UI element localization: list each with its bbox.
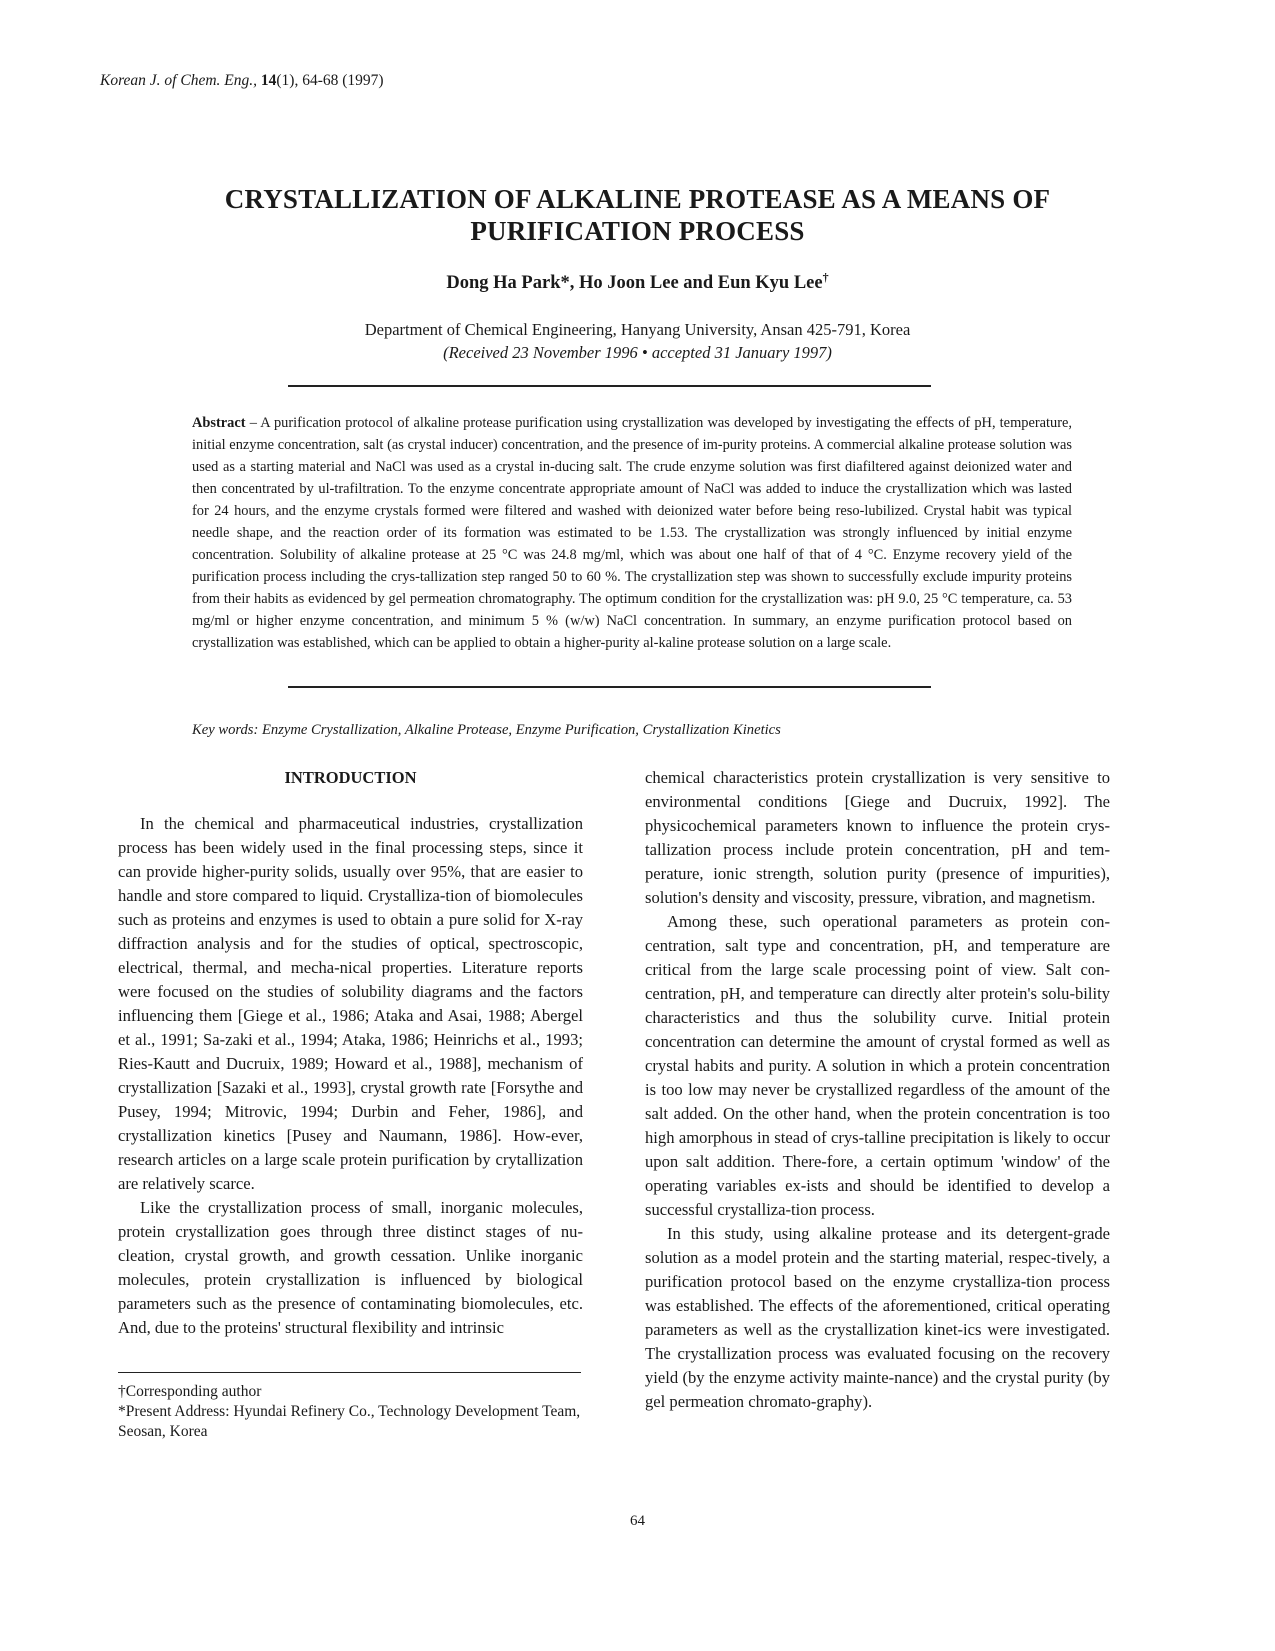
footnote-rule <box>118 1372 581 1373</box>
right-column <box>645 766 1110 1414</box>
title-line-1: CRYSTALLIZATION OF ALKALINE PROTEASE AS A MEANS OF <box>224 184 1051 214</box>
received-dates: (Received 23 November 1996 • accepted 31 January 1997) <box>443 343 832 362</box>
paragraph: In this study, using alkaline protease and its detergent-grade solution as a model protein and the starting material, respec-tively, a purification protocol based on the enzyme crystalliza-tion process was established. The effects of the aforementioned, critical operating parameters as well as the crystallization kinet-ics were investigated. The crystallization process was evaluated focusing on the recovery yield (by the enzyme activity mainte-nance) and the crystal purity (by gel permeation chromato-graphy). <box>645 1224 1110 1411</box>
title-line-2: PURIFICATION PROCESS <box>470 216 805 246</box>
abstract-text: – A purification protocol of alkaline protease purification using crystallization was developed by investigating the effects of pH, temperature, initial enzyme concentration, salt (as crystal inducer) concentration, and the presence of im-purity proteins. A commercial alkaline protease solution was used as a starting material and NaCl was used as a crystal in-ducing salt. The crude enzyme solution was first diafiltered against deionized water and then concentrated by ul-trafiltration. To the enzyme concentrate appropriate amount of NaCl was added to induce the crystallization which was lasted for 24 hours, and the enzyme crystals formed were filtered and washed with deionized water before being reso-lubilized. Crystal habit was typical needle shape, and the reaction order of its formation was estimated to be 1.53. The crystallization was strongly influenced by initial enzyme concentration. Solubility of alkaline protease at 25 °C was 24.8 mg/ml, which was about one half of that of 4 °C. Enzyme recovery yield of the purification process including the crys-tallization step ranged 50 to 60 %. The crystallization step was shown to successfully exclude impurity proteins from their habits as evidenced by gel permeation chromatography. The optimum condition for the crystallization was: pH 9.0, 25 °C temperature, ca. 53 mg/ml or higher enzyme concentration, and minimum 5 % (w/w) NaCl concentration. In summary, an enzyme purification protocol based on crystallization was established, which can be applied to obtain a higher-purity al-kaline protease solution on a large scale. <box>192 415 1072 651</box>
paragraph: chemical characteristics protein crystallization is very sensitive to environmental conditions [Giege and Ducruix, 1992]. The physicochemical parameters known to influence the protein crys-tallization process include protein concentration, pH and tem-perature, ionic strength, solution purity (presence of impurities), solution's density and viscosity, pressure, vibration, and magnetism. <box>645 768 1110 907</box>
paragraph: In the chemical and pharmaceutical industries, crystallization process has been widely used in the final processing steps, since it can provide higher-purity solids, usually over 95%, that are easier to handle and store compared to liquid. Crystalliza-tion of biomolecules such as proteins and enzymes is used to obtain a pure solid for X-ray diffraction analysis and for the studies of optical, spectroscopic, electrical, thermal, and mecha-nical properties. Literature reports were focused on the studies of solubility diagrams and the factors influencing them [Giege et al., 1986; Ataka and Asai, 1988; Abergel et al., 1991; Sa-zaki et al., 1994; Ataka, 1986; Heinrichs et al., 1993; Ries-Kautt and Ducruix, 1989; Howard et al., 1988], mechanism of crystallization [Sazaki et al., 1993], crystal growth rate [Forsythe and Pusey, 1994; Mitrovic, 1994; Durbin and Feher, 1986], and crystallization kinetics [Pusey and Naumann, 1986]. How-ever, research articles on a large scale protein purification by crytallization are relatively scarce. <box>118 814 583 1193</box>
footnote-corresponding: †Corresponding author <box>118 1383 262 1400</box>
affiliation: Department of Chemical Engineering, Hanyang University, Ansan 425-791, Korea <box>364 320 911 339</box>
journal-issue: (1), 64-68 (1997) <box>276 72 384 89</box>
journal-citation <box>100 72 384 90</box>
footnotes <box>118 1382 583 1442</box>
affiliation-block <box>150 318 1125 364</box>
paragraph: Among these, such operational parameters as protein con-centration, salt type and concentration, pH, and temperature are critical from the large scale processing point of view. Salt con-centration, pH, and temperature can directly alter protein's solu-bility characteristics and thus the solubility curve. Initial protein concentration can determine the amount of crystal formed as well as crystal habits and purity. A solution in which a protein concentration is too low may never be crystallized regardless of the amount of the salt added. On the other hand, when the protein concentration is too high amorphous in stead of crys-talline precipitation is likely to occur upon salt addition. There-fore, a certain optimum 'window' of the operating variables ex-ists and should be identified to develop a successful crystalliza-tion process. <box>645 912 1110 1219</box>
footnote-address: *Present Address: Hyundai Refinery Co., Technology Development Team, Seosan, Korea <box>118 1403 581 1440</box>
left-column <box>118 766 583 1340</box>
abstract-top-rule <box>288 385 931 387</box>
abstract-bottom-rule <box>288 686 931 688</box>
page-number: 64 <box>630 1513 645 1529</box>
dagger-mark: † <box>822 270 829 284</box>
author-names: Dong Ha Park*, Ho Joon Lee and Eun Kyu Lee <box>446 273 823 294</box>
journal-name: Korean J. of Chem. Eng., <box>100 72 257 89</box>
abstract <box>192 412 1072 654</box>
abstract-label: Abstract <box>192 415 246 431</box>
journal-volume: 14 <box>260 72 277 89</box>
paragraph: Like the crystallization process of small, inorganic molecules, protein crystallization goes through three distinct stages of nu-cleation, crystal growth, and growth cessation. Unlike inorganic molecules, protein crystallization is influenced by biological parameters such as the presence of contaminating biomolecules, etc. And, due to the proteins' structural flexibility and intrinsic <box>118 1198 583 1337</box>
authors <box>150 270 1125 294</box>
section-heading-introduction: INTRODUCTION <box>284 768 417 787</box>
paper-title <box>150 183 1125 247</box>
keywords: Key words: Enzyme Crystallization, Alkaline Protease, Enzyme Purification, Crystallization Kinetics <box>192 722 781 738</box>
